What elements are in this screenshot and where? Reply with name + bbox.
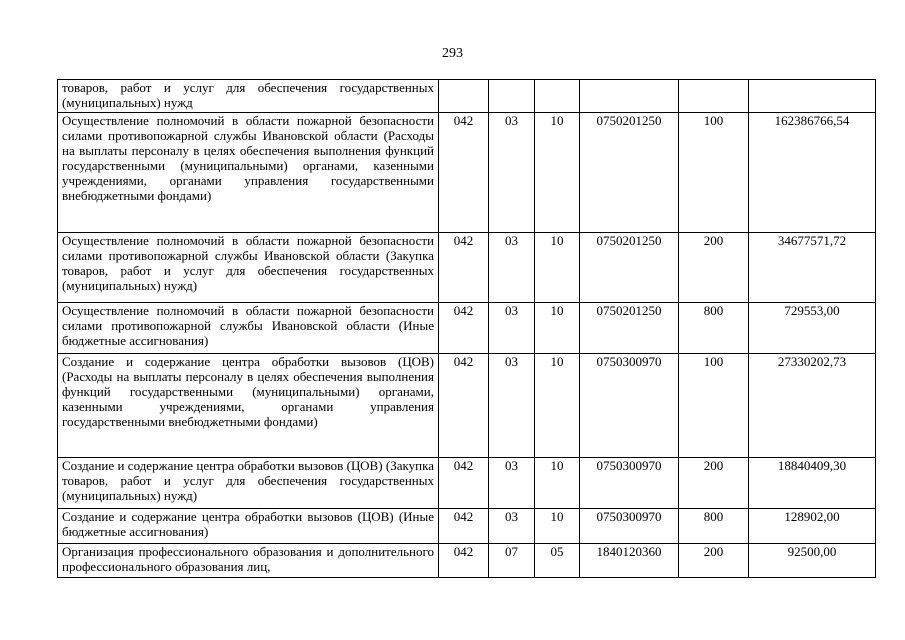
target-article-code: 0750300970 bbox=[580, 458, 679, 509]
amount: 27330202,73 bbox=[749, 354, 876, 458]
row-description: Создание и содержание центра обработки вызовов (ЦОВ) (Иные бюджетные ассигнования) bbox=[58, 509, 439, 544]
expense-type-code: 200 bbox=[679, 544, 749, 578]
row-description: товаров, работ и услуг для обеспечения государственных (муниципальных) нужд bbox=[58, 80, 439, 113]
row-description: Организация профессионального образования и дополнительного профессионального образования лиц, bbox=[58, 544, 439, 578]
target-article-code: 0750201250 bbox=[580, 113, 679, 233]
section-code: 07 bbox=[489, 544, 535, 578]
budget-table bbox=[57, 79, 876, 578]
target-article-code bbox=[580, 80, 679, 113]
subsection-code bbox=[535, 80, 580, 113]
expense-type-code: 800 bbox=[679, 509, 749, 544]
page-number: 293 bbox=[442, 46, 463, 61]
table-row bbox=[58, 509, 876, 544]
ministry-code: 042 bbox=[439, 113, 489, 233]
section-code bbox=[489, 80, 535, 113]
expense-type-code: 100 bbox=[679, 354, 749, 458]
target-article-code: 0750201250 bbox=[580, 233, 679, 303]
row-description: Осуществление полномочий в области пожарной безопасности силами противопожарной службы Ивановской области (Закупка товаров, работ и услуг для обеспечения государственных (муниципальных) нужд) bbox=[58, 233, 439, 303]
ministry-code: 042 bbox=[439, 354, 489, 458]
expense-type-code: 800 bbox=[679, 303, 749, 354]
subsection-code: 05 bbox=[535, 544, 580, 578]
amount bbox=[749, 80, 876, 113]
ministry-code bbox=[439, 80, 489, 113]
table-row bbox=[58, 80, 876, 113]
amount: 18840409,30 bbox=[749, 458, 876, 509]
subsection-code: 10 bbox=[535, 509, 580, 544]
expense-type-code bbox=[679, 80, 749, 113]
budget-table-body bbox=[58, 80, 876, 578]
target-article-code: 0750300970 bbox=[580, 509, 679, 544]
subsection-code: 10 bbox=[535, 233, 580, 303]
subsection-code: 10 bbox=[535, 354, 580, 458]
row-description: Создание и содержание центра обработки вызовов (ЦОВ) (Закупка товаров, работ и услуг для обеспечения государственных (муниципальных) нужд) bbox=[58, 458, 439, 509]
row-description: Осуществление полномочий в области пожарной безопасности силами противопожарной службы Ивановской области (Иные бюджетные ассигнования) bbox=[58, 303, 439, 354]
expense-type-code: 200 bbox=[679, 458, 749, 509]
section-code: 03 bbox=[489, 233, 535, 303]
table-row bbox=[58, 354, 876, 458]
subsection-code: 10 bbox=[535, 113, 580, 233]
subsection-code: 10 bbox=[535, 458, 580, 509]
expense-type-code: 200 bbox=[679, 233, 749, 303]
table-row bbox=[58, 233, 876, 303]
table-row bbox=[58, 458, 876, 509]
section-code: 03 bbox=[489, 354, 535, 458]
section-code: 03 bbox=[489, 303, 535, 354]
ministry-code: 042 bbox=[439, 233, 489, 303]
target-article-code: 1840120360 bbox=[580, 544, 679, 578]
section-code: 03 bbox=[489, 113, 535, 233]
target-article-code: 0750201250 bbox=[580, 303, 679, 354]
target-article-code: 0750300970 bbox=[580, 354, 679, 458]
table-row bbox=[58, 113, 876, 233]
ministry-code: 042 bbox=[439, 509, 489, 544]
amount: 34677571,72 bbox=[749, 233, 876, 303]
row-description: Осуществление полномочий в области пожарной безопасности силами противопожарной службы Ивановской области (Расходы на выплаты персоналу в целях обеспечения выполнения функций государственными (муниципальными) органами, казенными учреждениями, органами управления государственными внебюджетными фондами) bbox=[58, 113, 439, 233]
table-row bbox=[58, 303, 876, 354]
ministry-code: 042 bbox=[439, 303, 489, 354]
expense-type-code: 100 bbox=[679, 113, 749, 233]
section-code: 03 bbox=[489, 509, 535, 544]
section-code: 03 bbox=[489, 458, 535, 509]
ministry-code: 042 bbox=[439, 544, 489, 578]
amount: 729553,00 bbox=[749, 303, 876, 354]
amount: 92500,00 bbox=[749, 544, 876, 578]
subsection-code: 10 bbox=[535, 303, 580, 354]
table-row bbox=[58, 544, 876, 578]
ministry-code: 042 bbox=[439, 458, 489, 509]
row-description: Создание и содержание центра обработки вызовов (ЦОВ) (Расходы на выплаты персоналу в целях обеспечения выполнения функций государственными (муниципальными) органами, казенными учреждениями, органами управления государственными внебюджетными фондами) bbox=[58, 354, 439, 458]
amount: 128902,00 bbox=[749, 509, 876, 544]
amount: 162386766,54 bbox=[749, 113, 876, 233]
